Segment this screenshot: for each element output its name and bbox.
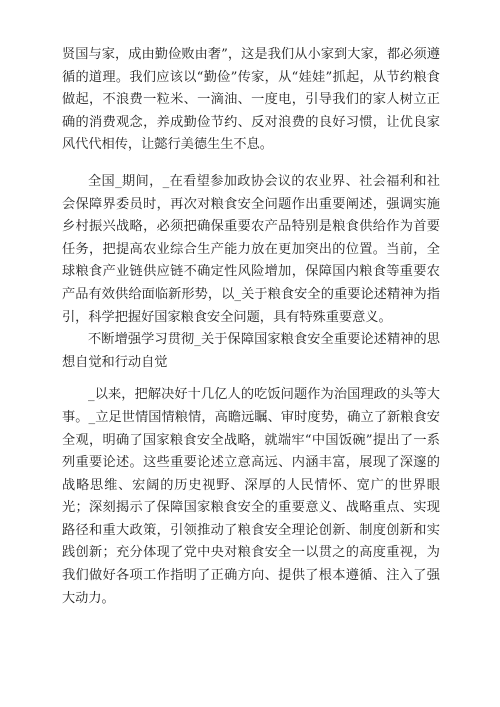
- paragraph-continuation: 贤国与家，成由勤俭败由奢”，这是我们从小家到大家，都必须遵循的道理。我们应该以“勤俭”传家，从“娃娃”抓起，从节约粮食做起，不浪费一粒米、一滴油、一度电，引导我们的家人树立正确的消费观念，养成勤俭节约、反对浪费的良好习惯，让优良家风代代相传，让懿行美德生生不息。: [62, 47, 440, 153]
- document-body: [62, 44, 440, 610]
- section-heading: 不断增强学习贯彻_关于保障国家粮食安全重要论述精神的思想自觉和行动自觉: [62, 332, 440, 370]
- paragraph-important-discourse: _以来，把解决好十几亿人的吃饭问题作为治国理政的头等大事。_立足世情国情粮情，高瞻远瞩、审时度势，确立了新粮食安全观，明确了国家粮食安全战略，就端牢“中国饭碗”提出了一系列重要论述。这些重要论述立意高远、内涵丰富，展现了深邃的战略思维、宏阔的历史视野、深厚的人民情怀、宽广的世界眼光；深刻揭示了保障国家粮食安全的重要意义、战略重点、实现路径和重大政策，引领推动了粮食安全理论创新、制度创新和实践创新；充分体现了党中央对粮食安全一以贯之的高度重视，为我们做好各项工作指明了正确方向、提供了根本遵循、注入了强大动力。: [62, 387, 440, 606]
- paragraph-grain-security: 全国_期间，_在看望参加政协会议的农业界、社会福利和社会保障界委员时，再次对粮食安全问题作出重要阐述，强调实施乡村振兴战略，必须把确保重要农产品特别是粮食供给作为首要任务，把提高农业综合生产能力放在更加突出的位置。当前，全球粮食产业链供应链不确定性风险增加，保障国内粮食等重要农产品有效供给面临新形势，以_关于粮食安全的重要论述精神为指引，科学把握好国家粮食安全问题，具有特殊重要意义。: [62, 173, 440, 325]
